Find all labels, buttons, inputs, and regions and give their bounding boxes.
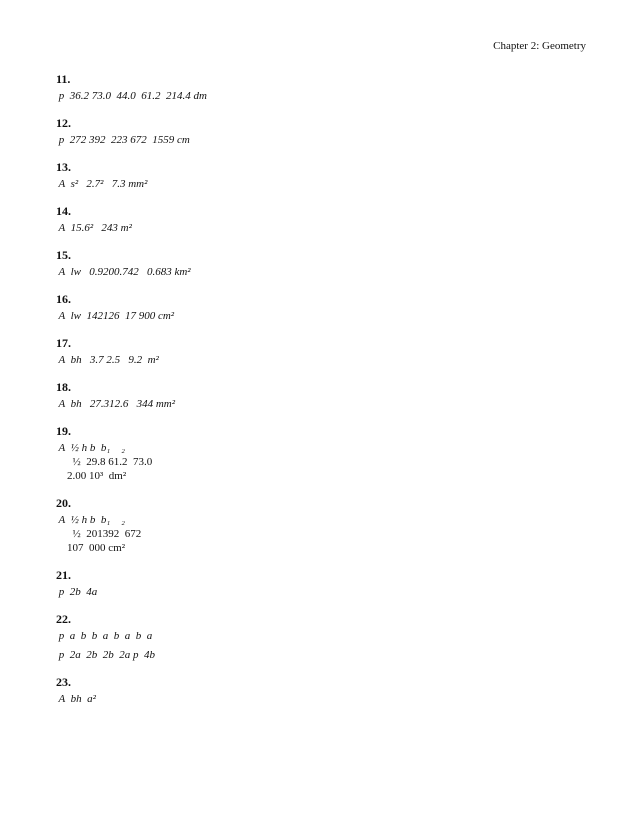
solution-line: 107 000 cm² — [56, 542, 125, 554]
solution-line: A bh 27.312.6 344 mm² — [56, 398, 176, 410]
problem-13 — [56, 160, 596, 191]
solution-line: A s² 2.7² 7.3 mm² — [56, 178, 148, 190]
problem-number: 20. — [56, 496, 71, 510]
problem-14 — [56, 204, 596, 235]
solutions-list — [56, 72, 596, 719]
problem-23 — [56, 675, 596, 706]
problem-number: 18. — [56, 380, 71, 394]
problem-number: 12. — [56, 116, 71, 130]
problem-number: 17. — [56, 336, 71, 350]
solution-line: A lw 142126 17 900 cm² — [56, 310, 175, 322]
problem-20 — [56, 496, 596, 555]
problem-number: 16. — [56, 292, 71, 306]
solution-line: ½ 201392 672 — [56, 528, 142, 540]
problem-22 — [56, 612, 596, 662]
solution-line: A 15.6² 243 m² — [56, 222, 132, 234]
solution-line: p 36.2 73.0 44.0 61.2 214.4 dm — [56, 90, 207, 102]
solution-line: p a b b a b a b a — [56, 630, 153, 642]
solution-line: A bh a² — [56, 693, 96, 705]
problem-11 — [56, 72, 596, 103]
solution-line: p 2b 4a — [56, 586, 98, 598]
problem-number: 15. — [56, 248, 71, 262]
problem-number: 21. — [56, 568, 71, 582]
page-header: Chapter 2: Geometry — [493, 40, 586, 52]
solution-line: A ½ h b b₁ ₂ — [56, 514, 125, 526]
problem-18 — [56, 380, 596, 411]
problem-number: 23. — [56, 675, 71, 689]
solution-line: p 272 392 223 672 1559 cm — [56, 134, 190, 146]
problem-21 — [56, 568, 596, 599]
solution-line: 2.00 10³ dm² — [56, 470, 127, 482]
solution-line: A lw 0.9200.742 0.683 km² — [56, 266, 191, 278]
problem-number: 11. — [56, 72, 71, 86]
problem-12 — [56, 116, 596, 147]
problem-15 — [56, 248, 596, 279]
problem-17 — [56, 336, 596, 367]
problem-number: 13. — [56, 160, 71, 174]
solution-line: p 2a 2b 2b 2a p 4b — [56, 649, 155, 661]
problem-number: 14. — [56, 204, 71, 218]
problem-number: 19. — [56, 424, 71, 438]
problem-16 — [56, 292, 596, 323]
solution-line: A bh 3.7 2.5 9.2 m² — [56, 354, 159, 366]
problem-number: 22. — [56, 612, 71, 626]
solution-line: A ½ h b b₁ ₂ — [56, 442, 125, 454]
solution-line: ½ 29.8 61.2 73.0 — [56, 456, 153, 468]
problem-19 — [56, 424, 596, 483]
